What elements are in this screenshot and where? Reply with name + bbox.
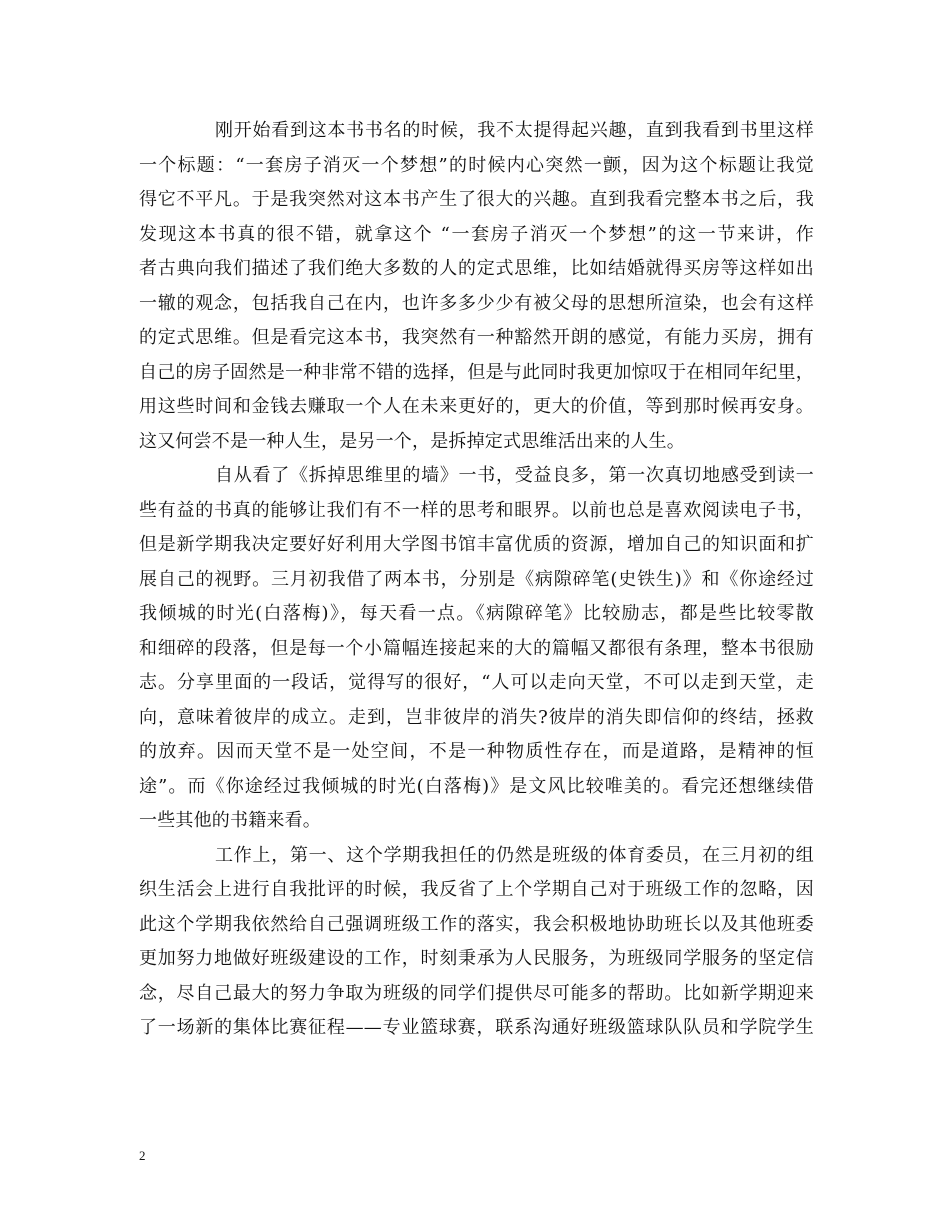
paragraph-2-line-11: 一些其他的书籍来看。 (139, 810, 321, 831)
paragraph-3-line-1: 工作上，第一、这个学期我担任的仍然是班级的体育委员，在三月初的组 (215, 844, 814, 866)
paragraph-2-line-4: 展自己的视野。三月初我借了两本书，分别是《病隙碎笔(史铁生)》和《你途经过 (139, 568, 814, 590)
paragraph-2-line-6: 和细碎的段落，但是每一个小篇幅连接起来的大的篇幅又都很有条理，整本书很励 (139, 637, 814, 659)
paragraph-2-line-8: 向，意味着彼岸的成立。走到，岂非彼岸的消失?彼岸的消失即信仰的终结，拯救 (139, 706, 814, 728)
paragraph-1-line-7: 的定式思维。但是看完这本书，我突然有一种豁然开朗的感觉，有能力买房，拥有 (139, 327, 814, 348)
page-number: 2 (139, 1148, 146, 1163)
paragraph-2-line-9: 的放弃。因而天堂不是一处空间，不是一种物质性存在，而是道路，是精神的恒 (139, 741, 814, 762)
paragraph-3-line-5: 念，尽自己最大的努力争取为班级的同学们提供尽可能多的帮助。比如新学期迎来 (139, 982, 814, 1004)
paragraph-1-line-4: 发现这本书真的很不错，就拿这个 “一套房子消灭一个梦想”的这一节来讲，作 (139, 223, 814, 245)
body-text (139, 114, 814, 1046)
paragraph-1-line-2: 一个标题：“一套房子消灭一个梦想”的时候内心突然一颤，因为这个标题让我觉 (139, 154, 814, 176)
paragraph-2-line-5: 我倾城的时光(白落梅)》，每天看一点。《病隙碎笔》比较励志，都是些比较零散 (139, 603, 814, 624)
paragraph-3-line-4: 更加努力地做好班级建设的工作，时刻秉承为人民服务，为班级同学服务的坚定信 (139, 948, 814, 969)
paragraph-1-line-3: 得它不平凡。于是我突然对这本书产生了很大的兴趣。直到我看完整本书之后，我 (139, 189, 814, 210)
paragraph-2-line-10: 途”。而《你途经过我倾城的时光(白落梅)》是文风比较唯美的。看完还想继续借 (139, 775, 814, 797)
paragraph-3-line-6: 了一场新的集体比赛征程——专业篮球赛，联系沟通好班级篮球队队员和学院学生 (139, 1017, 814, 1038)
paragraph-1-line-9: 用这些时间和金钱去赚取一个人在未来更好的，更大的价值，等到那时候再安身。 (139, 396, 814, 417)
paragraph-2-line-7: 志。分享里面的一段话，觉得写的很好，“人可以走向天堂，不可以走到天堂，走 (139, 672, 814, 693)
paragraph-1-line-5: 者古典向我们描述了我们绝大多数的人的定式思维，比如结婚就得买房等这样如出 (139, 258, 814, 279)
paragraph-1-line-1: 刚开始看到这本书书名的时候，我不太提得起兴趣，直到我看到书里这样 (215, 120, 814, 141)
paragraph-2-line-1: 自从看了《拆掉思维里的墙》一书，受益良多，第一次真切地感受到读一 (215, 465, 814, 486)
paragraph-2-line-2: 些有益的书真的能够让我们有不一样的思考和眼界。以前也总是喜欢阅读电子书， (139, 499, 814, 521)
paragraph-1-line-10: 这又何尝不是一种人生，是另一个，是拆掉定式思维活出来的人生。 (139, 430, 685, 452)
paragraph-3-line-3: 此这个学期我依然给自己强调班级工作的落实，我会积极地协助班长以及其他班委 (139, 913, 814, 935)
paragraph-1-line-6: 一辙的观念，包括我自己在内，也许多多少少有被父母的思想所渲染，也会有这样 (139, 292, 814, 314)
paragraph-1-line-8: 自己的房子固然是一种非常不错的选择，但是与此同时我更加惊叹于在相同年纪里， (139, 361, 814, 383)
paragraph-2-line-3: 但是新学期我决定要好好利用大学图书馆丰富优质的资源，增加自己的知识面和扩 (139, 534, 814, 555)
paragraph-3-line-2: 织生活会上进行自我批评的时候，我反省了上个学期自己对于班级工作的忽略，因 (139, 879, 814, 900)
